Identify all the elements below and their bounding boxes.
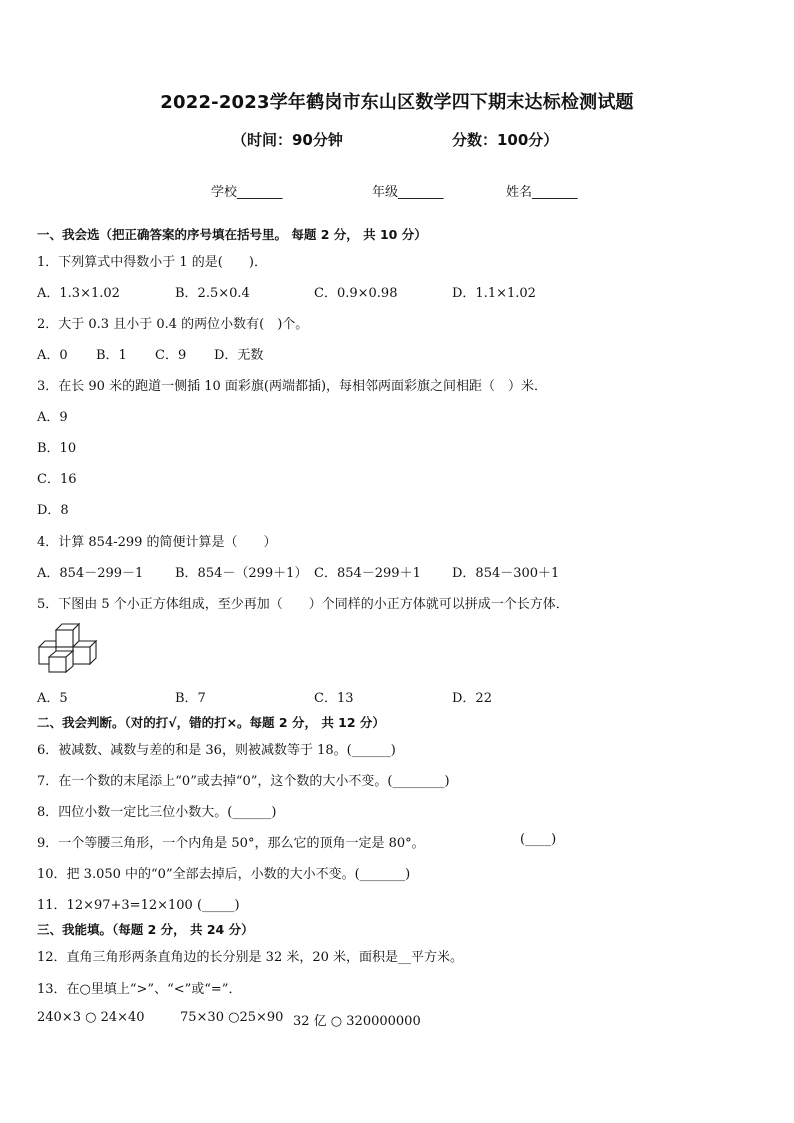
question-9: 9．一个等腰三角形，一个内角是 50°，那么它的顶角一定是 80°。 [37,836,425,851]
question-6: 6．被减数、减数与差的和是 36，则被减数等于 18。(______) [37,743,396,758]
question-10: 10．把 3.050 中的“0”全部去掉后，小数的大小不变。(_______) [37,867,411,882]
q1-option-d: D．1.1×1.02 [452,286,536,301]
question-4: 4．计算 854-299 的简便计算是（ ） [37,535,277,550]
page-title: 2022-2023学年鹤岗市东山区数学四下期末达标检测试题 [160,92,634,113]
q13-item-1: 240×3 ○ 24×40 [37,1010,145,1025]
q4-option-c: C．854－299＋1 [314,566,421,581]
q3-option-b: B．10 [37,441,77,456]
q13-item-2: 75×30 ○25×90 [180,1010,284,1025]
q4-option-b: B．854－（299＋1） [175,566,308,581]
q5-option-d: D．22 [452,691,492,706]
grade-field: 年级_______ [372,185,444,200]
q5-option-b: B．7 [175,691,206,706]
question-2: 2．大于 0.3 且小于 0.4 的两位小数有( )个。 [37,317,309,332]
q2-option-a: A．0 [37,348,68,363]
q1-option-a: A．1.3×1.02 [37,286,120,301]
question-3: 3．在长 90 米的跑道一侧插 10 面彩旗(两端都插)，每相邻两面彩旗之间相距（ ）米． [37,379,548,394]
q3-option-c: C．16 [37,472,77,487]
section-heading-choice: 一、我会选（把正确答案的序号填在括号里。 每题 2 分， 共 10 分） [37,227,427,242]
name-field: 姓名_______ [506,185,578,200]
cube-figure [37,622,101,674]
q13-item-3: 32 亿 ○ 320000000 [293,1014,421,1029]
q5-option-a: A．5 [37,691,68,706]
q2-option-c: C．9 [155,348,187,363]
q2-option-b: B．1 [96,348,127,363]
section-heading-judge: 二、我会判断。（对的打√，错的打×。每题 2 分， 共 12 分） [37,715,385,730]
exam-time: （时间：90分钟 [232,131,343,149]
q1-option-c: C．0.9×0.98 [314,286,398,301]
question-12: 12．直角三角形两条直角边的长分别是 32 米，20 米，面积是__平方米。 [37,950,464,965]
school-field: 学校_______ [211,185,283,200]
question-13: 13．在○里填上“>”、“<”或“=”． [37,982,242,997]
q1-option-b: B．2.5×0.4 [175,286,250,301]
q4-option-d: D．854－300＋1 [452,566,560,581]
question-8: 8．四位小数一定比三位小数大。(______) [37,805,277,820]
q3-option-a: A．9 [37,410,68,425]
question-5: 5．下图由 5 个小正方体组成，至少再加（ ）个同样的小正方体就可以拼成一个长方体． [37,597,569,612]
q3-option-d: D．8 [37,503,69,518]
question-1: 1．下列算式中得数小于 1 的是( )． [37,255,267,270]
q4-option-a: A．854－299－1 [37,566,144,581]
q5-option-c: C．13 [314,691,354,706]
exam-score: 分数：100分） [452,131,559,149]
question-7: 7．在一个数的末尾添上“0”或去掉“0”，这个数的大小不变。(________) [37,774,450,789]
q2-option-d: D．无数 [214,348,264,363]
q9-answer-blank: (____) [520,832,557,847]
section-heading-fill: 三、我能填。（每题 2 分， 共 24 分） [37,922,254,937]
question-11: 11．12×97+3=12×100 (_____) [37,898,240,913]
